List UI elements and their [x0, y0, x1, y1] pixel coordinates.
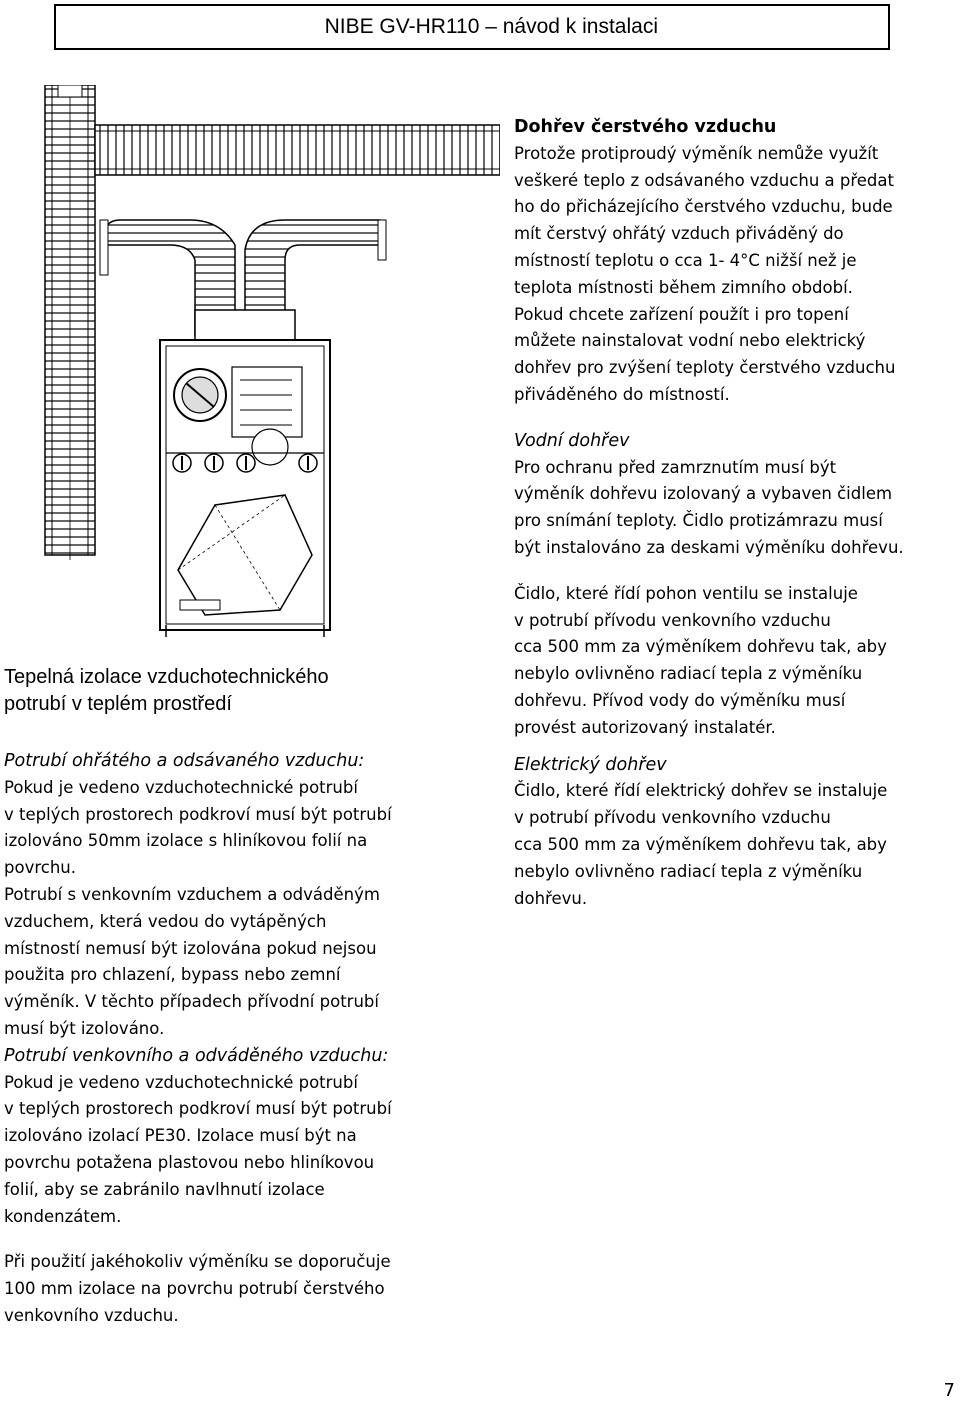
outdoor-air-subheading: Potrubí venkovního a odváděného vzduchu:: [4, 1045, 389, 1066]
warm-exhaust-paragraph: Pokud je vedeno vzduchotechnické potrubí v teplých prostorech podkroví musí být potrubí izolováno 50mm izolace s hliníkovou folií na povrchu.: [4, 777, 392, 878]
installation-diagram: [0, 85, 500, 645]
ventilation-unit: [160, 310, 330, 637]
warm-exhaust-subheading: Potrubí ohřátého a odsávaného vzduchu:: [4, 751, 365, 771]
left-column: [4, 664, 464, 1330]
recommendation-paragraph: Při použití jakéhokoliv výměníku se doporučuje 100 mm izolace na povrchu potrubí čerstvého venkovního vzduchu.: [4, 1252, 391, 1325]
header-title: NIBE GV-HR110 – návod k instalaci: [324, 15, 658, 38]
water-reheat-subheading: Vodní dohřev: [514, 430, 630, 451]
outdoor-air-paragraph: Pokud je vedeno vzduchotechnické potrubí v teplých prostorech podkroví musí být potrubí izolováno izolací PE30. Izolace musí být na povrchu potažena plastovou nebo hliníkovou folií, aby se zabránilo navlhnutí izolace kondenzátem.: [4, 1072, 392, 1226]
vertical-duct: [45, 85, 95, 560]
insulation-heading: Tepelná izolace vzduchotechnického potrubí v teplém prostředí: [4, 666, 329, 715]
outdoor-exhaust-paragraph: Potrubí s venkovním vzduchem a odváděným vzduchem, která vedou do vytápěných místností nemusí být izolována pokud nejsou použita pro chlazení, bypass nebo zemní výměník. V těchto případech přívodní potrubí musí být izolováno.: [4, 884, 380, 1038]
right-column: [514, 114, 960, 912]
water-reheat-paragraph: Pro ochranu před zamrznutím musí být výměník dohřevu izolovaný a vybaven čidlem pro snímání teploty. Čidlo protizámrazu musí být instalováno za deskami výměníku dohřevu.: [514, 457, 904, 557]
page-number: 7: [943, 1380, 955, 1401]
reheat-heading: Dohřev čerstvého vzduchu: [514, 117, 777, 137]
electric-reheat-subheading: Elektrický dohřev: [514, 754, 667, 775]
valve-sensor-paragraph: Čidlo, které řídí pohon ventilu se instaluje v potrubí přívodu venkovního vzduchu cca 500 mm za výměníkem dohřevu tak, aby nebylo ovlivněno radiací tepla z výměníku dohřevu. Přívod vody do výměníku musí provést autorizovaný instalatér.: [514, 583, 887, 737]
page-header: [54, 4, 890, 50]
reheat-paragraph: Protože protiproudý výměník nemůže využít veškeré teplo z odsávaného vzduchu a předat ho do přicházejícího čerstvého vzduchu, bude mít čerstvý ohřátý vzduch přiváděný do místností teplotu o cca 1- 4°C nižší než je teplota místnosti během zimního období. Pokud chcete zařízení použít i pro topení můžete nainstalovat vodní nebo elektrický dohřev pro zvýšení teploty čerstvého vzduchu přiváděného do místností.: [514, 143, 896, 404]
horizontal-duct: [95, 125, 500, 175]
electric-reheat-paragraph: Čidlo, které řídí elektrický dohřev se instaluje v potrubí přívodu venkovního vzduchu cca 500 mm za výměníkem dohřevu tak, aby nebylo ovlivněno radiací tepla z výměníku dohřevu.: [514, 781, 888, 908]
